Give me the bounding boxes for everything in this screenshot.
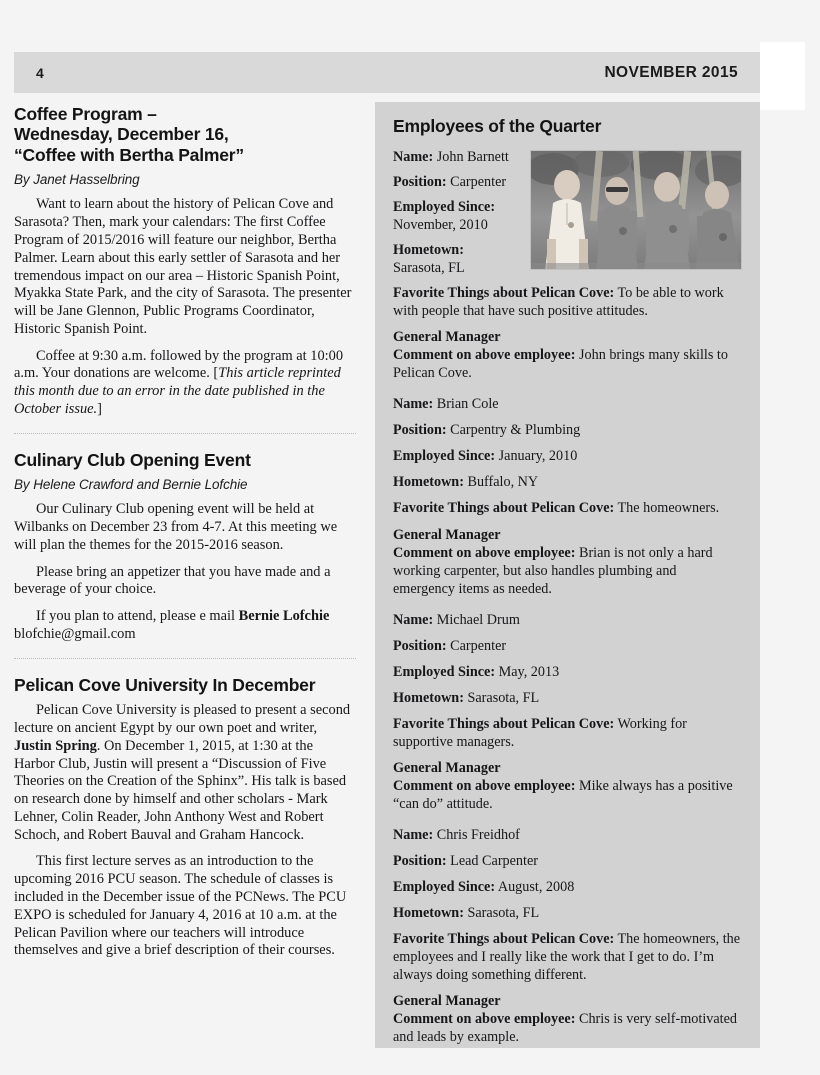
employee-manager-comment-field [393, 759, 742, 813]
article-culinary-club [14, 450, 356, 644]
label-hometown: Hometown: [393, 689, 464, 706]
value-employed-since: May, 2013 [498, 663, 560, 680]
employee-record [393, 611, 742, 813]
label-general-manager: General Manager [393, 526, 501, 543]
value-employed-since: November, 2010 [393, 217, 488, 234]
label-general-manager: General Manager [393, 993, 501, 1010]
employee-manager-comment-field [393, 992, 742, 1046]
issue-date: NOVEMBER 2015 [604, 63, 738, 81]
value-hometown: Sarasota, FL [467, 689, 540, 706]
value-name: Brian Cole [436, 396, 499, 413]
coffee-details-italic-note: This article reprinted this month due to an error in the date published in the October issue. [14, 365, 341, 417]
value-position: Lead Carpenter [450, 852, 538, 869]
value-position: Carpentry & Plumbing [450, 422, 581, 439]
employee-favorite-things-field [393, 715, 742, 751]
label-name: Name: [393, 149, 434, 165]
value-manager-comment: John brings many skills to Pelican Cove. [393, 347, 728, 382]
employees-group-photo [530, 150, 742, 270]
paragraph-culinary-contact [14, 608, 356, 644]
paragraph-culinary-appetizer: Please bring an appetizer that you have made and a beverage of your choice. [14, 563, 331, 598]
label-employed-since: Employed Since: [393, 878, 496, 895]
employee-hometown-field [393, 689, 742, 707]
label-position: Position: [393, 852, 447, 869]
employee-manager-comment-field [393, 328, 742, 382]
employee-name-field [393, 826, 742, 844]
pcu-plain-end: . On December 1, 2015, at 1:30 at the Harbor Club, Justin will present a “Discussion of Five Theories on the Creation of the Sphinx”. His talk is based on research done by himself and other scholars - Mark Lehner, Colin Reader, John Anthony West and Robert Schoch, and Robert Bauval and Graham Hancock. [14, 737, 347, 843]
employees-of-the-quarter-panel [375, 102, 760, 1048]
label-general-manager: General Manager [393, 329, 501, 346]
label-comment: Comment on above employee: [393, 777, 576, 794]
panel-title: Employees of the Quarter [393, 116, 602, 136]
employee-name-field [393, 611, 742, 629]
employee-position-field [393, 421, 742, 439]
byline-culinary-club: By Helene Crawford and Bernie Lofchie [14, 477, 248, 493]
employee-hometown-field [393, 904, 742, 922]
employee-employed-since-field [393, 878, 742, 896]
white-overlay-patch [760, 42, 805, 110]
label-hometown: Hometown: [393, 242, 464, 259]
article-coffee-program [14, 104, 356, 419]
paragraph-pcu-lecture [14, 702, 356, 844]
value-name: John Barnett [436, 149, 509, 165]
article-title-coffee-program [14, 104, 356, 165]
title-line-3: “Coffee with Bertha Palmer” [14, 144, 244, 165]
label-employed-since: Employed Since: [393, 199, 496, 216]
value-manager-comment: Mike always has a positive “can do” attitude. [393, 777, 733, 812]
employee-favorite-things-field [393, 930, 742, 984]
employee-record [393, 148, 742, 382]
employee-manager-comment-field [393, 526, 742, 598]
employee-employed-since-field [393, 663, 742, 681]
contact-plain-start: If you plan to attend, please e mail [36, 608, 239, 625]
section-divider-1 [14, 433, 356, 434]
value-name: Chris Freidhof [436, 826, 520, 843]
pcu-speaker-bold: Justin Spring [14, 737, 97, 754]
label-favorite-things: Favorite Things about Pelican Cove: [393, 500, 615, 517]
label-favorite-things: Favorite Things about Pelican Cove: [393, 715, 615, 732]
value-favorite-things: Working for supportive managers. [393, 715, 687, 750]
label-favorite-things: Favorite Things about Pelican Cove: [393, 931, 615, 948]
employee-position-field [393, 852, 742, 870]
value-position: Carpenter [450, 174, 507, 191]
label-favorite-things: Favorite Things about Pelican Cove: [393, 285, 615, 302]
employee-record [393, 395, 742, 597]
label-name: Name: [393, 396, 434, 413]
value-favorite-things: The homeowners. [617, 500, 720, 517]
label-general-manager: General Manager [393, 759, 501, 776]
label-employed-since: Employed Since: [393, 663, 496, 680]
value-hometown: Sarasota, FL [467, 905, 540, 921]
value-manager-comment: Chris is very self-motivated and leads by example. [393, 1011, 737, 1046]
section-divider-2 [14, 658, 356, 659]
label-comment: Comment on above employee: [393, 347, 576, 364]
label-position: Position: [393, 174, 447, 191]
contact-email: blofchie@gmail.com [14, 625, 136, 642]
label-hometown: Hometown: [393, 474, 464, 491]
value-manager-comment: Brian is not only a hard working carpenter, but also handles plumbing and emergency items as needed. [393, 544, 713, 597]
employee-record [393, 826, 742, 1046]
pcu-plain-start: Pelican Cove University is pleased to present a second lecture on ancient Egypt by our own poet and writer, [14, 702, 351, 736]
paragraph-coffee-intro: Want to learn about the history of Pelican Cove and Sarasota? Then, mark your calendars: The first Coffee Program of 2015/2016 will feature our neighbor, Bertha Palmer. Learn about this early settler of Sarasota and her tremendous impact on our area – Historic Spanish Point, Myakka State Park, and the city of Sarasota. The presenter will be Jane Glennon, Public Programs Coordinator, Historic Spanish Point. [14, 196, 352, 337]
employee-favorite-things-field [393, 499, 742, 517]
page-header-bar [14, 52, 760, 93]
article-pelican-cove-university [14, 675, 356, 960]
label-comment: Comment on above employee: [393, 1011, 576, 1028]
label-hometown: Hometown: [393, 905, 464, 921]
employee-employed-since-field [393, 447, 742, 465]
value-employed-since: January, 2010 [498, 448, 578, 465]
employee-name-field [393, 395, 742, 413]
label-name: Name: [393, 611, 434, 628]
label-employed-since: Employed Since: [393, 448, 496, 465]
value-hometown: Sarasota, FL [393, 260, 465, 277]
label-name: Name: [393, 826, 434, 843]
label-position: Position: [393, 422, 447, 439]
value-favorite-things: To be able to work with people that have such positive attitudes. [393, 285, 724, 320]
value-name: Michael Drum [436, 611, 520, 628]
value-favorite-things: The homeowners, the employees and I really like the work that I get to do. I’m always doing something different. [393, 931, 741, 984]
paragraph-pcu-season: This first lecture serves as an introduction to the upcoming 2016 PCU season. The schedule of classes is included in the December issue of the PCNews. The PCU EXPO is scheduled for January 4, 2016 at 10 a.m. at the Pelican Pavilion where our teachers will introduce themselves and give a brief description of their courses. [14, 853, 347, 959]
byline-coffee-program: By Janet Hasselbring [14, 172, 140, 188]
contact-name-bold: Bernie Lofchie [238, 608, 330, 625]
page-number: 4 [36, 64, 44, 81]
coffee-details-plain-start: Coffee at 9:30 a.m. followed by the program at 10:00 a.m. Your donations are welcome. [ [14, 347, 344, 382]
value-employed-since: August, 2008 [497, 878, 575, 895]
employee-hometown-field [393, 473, 742, 491]
article-title-culinary-club: Culinary Club Opening Event [14, 449, 251, 470]
coffee-details-plain-end: ] [97, 401, 102, 417]
value-position: Carpenter [450, 637, 507, 654]
paragraph-culinary-event: Our Culinary Club opening event will be held at Wilbanks on December 23 from 4-7. At this meeting we will plan the themes for the 2015-2016 season. [14, 501, 338, 553]
value-hometown: Buffalo, NY [467, 474, 539, 491]
employee-position-field [393, 637, 742, 655]
title-line-1: Coffee Program – [14, 104, 157, 124]
paragraph-coffee-details [14, 348, 356, 419]
employee-favorite-things-field [393, 284, 742, 320]
label-comment: Comment on above employee: [393, 544, 576, 561]
title-line-2: Wednesday, December 16, [14, 124, 229, 145]
article-title-pcu: Pelican Cove University In December [14, 674, 316, 695]
left-column [14, 104, 356, 969]
label-position: Position: [393, 637, 447, 654]
